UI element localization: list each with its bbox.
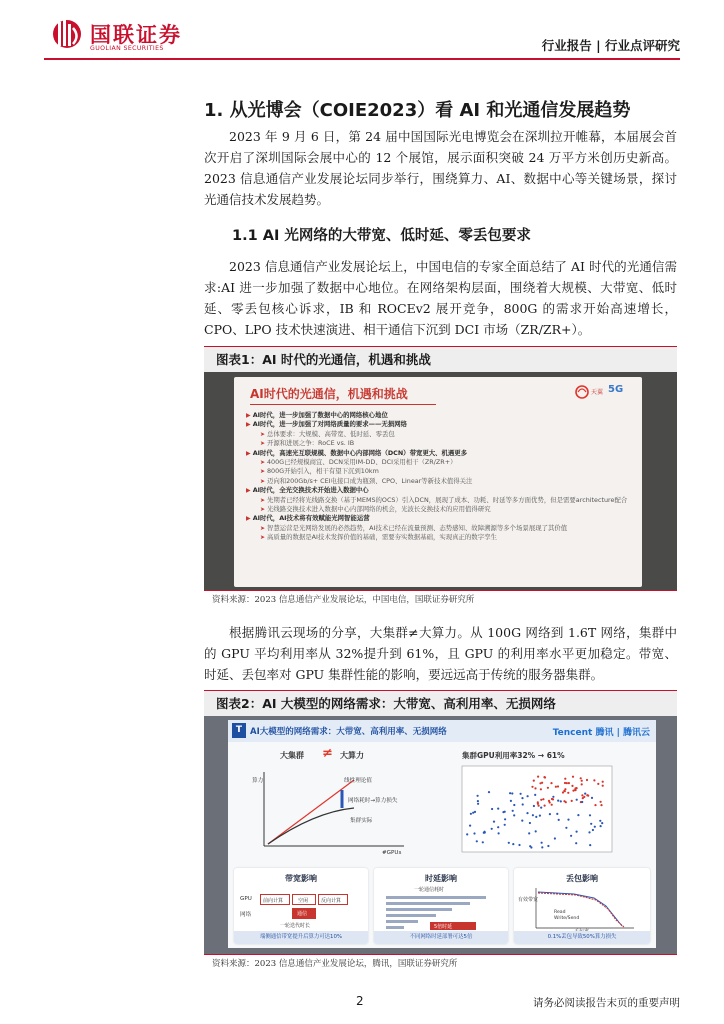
slide1-sub-bullet [246,430,636,439]
scatter-point-high [543,776,545,778]
chart-x-label: #GPUs [382,850,402,856]
slide1-sub-bullet [246,458,636,467]
scatter-point-high [594,804,596,806]
arrow-bullet-icon: ➤ [260,477,267,485]
scatter-point-high [550,782,552,784]
scatter-point-high [547,787,549,789]
latency-row: 5倍时延 [434,924,453,930]
scatter-point-high [544,805,546,807]
scatter-point-low [511,792,513,794]
paragraph-telecom: 2023 信息通信产业发展论坛上，中国电信的专家全面总结了 AI 时代的光通信需求:AI 进一步加强了数据中心地位。在网络架构层面，围绕着大规模、大带宽、低时延、零丢包核心诉求，IB 和 ROCEv2 展开竞争，800G 的需求开始高速增长，CPO、LPO 技术快速演进、相干通信下沉到 DCI 市场（ZR/ZR+）。 [204,259,677,337]
scatter-point-low [512,843,514,845]
guolian-logo [44,14,204,54]
linear-label: 线性理论值 [344,778,372,784]
scatter-point-low [533,805,535,807]
scatter-point-high [581,794,583,796]
figure1-image [204,372,677,590]
loss-y-label: 有效带宽 [518,897,539,903]
slide1-bullet-text: AI时代，AI技术将有效赋能光网智能运营 [252,514,370,523]
scatter-point-low [510,800,512,802]
scatter-point-high [572,790,574,792]
scatter-point-low [491,828,493,830]
latency-footer: 不同网络时延部署可达5倍 [374,931,508,944]
bandwidth-footer: 端侧通信带宽提升后算力可达10% [234,931,368,944]
guolian-logo-icon [52,16,82,50]
compute-cell [260,894,290,905]
slide1-bullet-text: 总体要求：大规模、高带宽、低时延、零丢包 [266,429,395,438]
subsection-title: 1.1 AI 光网络的大带宽、低时延、零丢包要求 [232,228,531,244]
scatter-point-high [583,796,585,798]
slide1-sub-bullet [246,439,636,448]
scatter-point-low [535,830,537,832]
slide1-sub-bullet [246,477,636,486]
slide1-bullet-text: 智慧运营是光网络发展的必然趋势，AI技术已经在流量预测、态势感知、故障溯源等多个场景展现了其价值 [266,523,568,532]
scatter-point-low [557,800,559,802]
scatter-point-low [534,794,536,796]
slide1-bullet [246,486,636,495]
arrow-bullet-icon: ➤ [260,524,267,532]
scatter-point-low [601,822,603,824]
slide1-bullet [246,514,636,523]
scatter-point-low [581,801,583,803]
utilization-scatter-chart [442,746,650,864]
actual-label: 集群实际 [350,818,373,824]
paragraph-intro: 2023 年 9 月 6 日，第 24 届中国国际光电博览会在深圳拉开帷幕，本届展会首次开启了深圳国际会展中心的 12 个展馆，展示面积突破 24 万平方米创历史新高。2023 信息通信产业发展论坛同步举行，围绕算力、AI、数据中心等关键场景，探讨光通信技术发展趋势。 [204,129,677,207]
scatter-point-low [528,832,530,834]
scatter-point-high [551,798,553,800]
scatter-point-low [466,833,468,835]
scatter-point-high [580,777,582,779]
slide1-sub-bullet [246,524,636,533]
scatter-point-low [497,808,499,810]
triangle-bullet-icon: ▶ [246,449,253,457]
scatter-point-high [555,786,557,788]
arrow-bullet-icon: ➤ [260,459,267,467]
scatter-point-low [493,821,495,823]
slide1-logo-5g: 5G [608,384,624,395]
scatter-point-low [589,844,591,846]
scatter-point-low [504,811,506,813]
logo-english-name: GUOLIAN SECURITIES [90,45,164,52]
figure1-slide [234,377,642,587]
arrow-bullet-icon: ➤ [260,496,267,504]
cluster-vs-compute-panel [234,746,436,864]
scatter-point-high [581,783,583,785]
slide1-bullet-text: AI时代，全光交换技术开始进入数据中心 [252,486,369,495]
scatter-point-low [512,810,514,812]
scatter-point-low [552,796,554,798]
bandwidth-panel [234,868,368,944]
report-category: 行业报告 | 行业点评研究 [541,38,680,53]
china-telecom-logo [574,381,628,403]
scatter-point-low [539,815,541,817]
arrow-bullet-icon: ➤ [260,430,267,438]
footer-disclaimer: 请务必阅读报告末页的重要声明 [533,997,680,1009]
compute-cell-text: 前向计算 [263,898,284,904]
scatter-point-low [488,791,490,793]
scatter-point-low [591,797,593,799]
scatter-point-low [513,804,515,806]
scatter-point-high [597,783,599,785]
scatter-point-low [521,797,523,799]
scatter-point-low [508,842,510,844]
slide1-bullet-text: 先期者已经将光线路交换（基于MEMS的OCS）引入DCN，展现了成本、功耗、时延等多方面优势，但是需要architecture配合 [266,495,628,504]
scatter-point-high [567,792,569,794]
tencent-brand: Tencent 腾讯 | 腾讯云 [552,728,650,738]
scatter-point-low [576,831,578,833]
scatter-point-high [593,779,595,781]
scatter-point-high [600,804,602,806]
slide1-bullet-text: AI时代，进一步加强了数据中心的网络核心地位 [252,411,388,419]
packet-loss-footer: 0.1%丢包导致50%算力损失 [514,931,650,944]
arrow-bullet-icon: ➤ [260,534,267,542]
tencent-t-icon: T [232,723,246,738]
scatter-point-low [522,803,524,805]
scatter-point-low [589,814,591,816]
actual-cluster-curve [268,808,354,844]
scatter-point-high [537,776,539,778]
scatter-point-low [541,842,543,844]
triangle-bullet-icon: ▶ [246,487,253,495]
triangle-bullet-icon: ▶ [246,515,253,523]
scatter-point-low [540,807,542,809]
scatter-point-high [600,801,602,803]
slide1-title: AI时代的光通信，机遇和挑战 [250,387,408,401]
scatter-point-high [541,782,543,784]
scatter-point-low [600,825,602,827]
triangle-bullet-icon: ▶ [246,412,253,419]
backward-cell [318,894,348,905]
scatter-point-low [558,819,560,821]
scatter-point-high [538,805,540,807]
figure2-slide [228,720,656,948]
slide1-sub-bullet [246,467,636,476]
slide2-title: AI大模型的网络需求：大带宽、高利用率、无损网络 [250,727,447,737]
scatter-point-low [498,832,500,834]
scatter-point-low [549,813,551,815]
scatter-point-low [491,808,493,810]
scatter-point-high [571,800,573,802]
backward-cell-text: 反向计算 [321,898,342,904]
scatter-point-high [574,789,576,791]
scatter-point-low [560,800,562,802]
scatter-point-low [567,819,569,821]
paragraph-tencent: 根据腾讯云现场的分享，大集群≠大算力。从 100G 网络到 1.6T 网络，集群中的 GPU 平均利用率从 32%提升到 61%，且 GPU 的利用率水平更加稳定。带宽、时延、丢包率对 GPU 集群性能的影响，要远远高于传统的服务器集群。 [204,625,677,682]
not-equal-sign: ≠ [322,746,333,761]
scatter-point-low [584,793,586,795]
packet-loss-title: 丢包影响 [566,874,598,883]
scatter-point-low [570,835,572,837]
scatter-point-high [537,803,539,805]
gpu-row-label: GPU [240,896,252,902]
slide1-bullet-text: 400G已经规模商宜、DCN采用IM-DD、DCI采用相干（ZR/ZR+） [266,458,457,467]
scatter-point-low [482,841,484,843]
slide1-bullet-text: 迈向和200Gb/s+ CEI电接口成为瓶颈、CPO、Linear等新技术值得关注 [266,476,473,485]
slide1-bullet-text: AI时代，进一步加强了对网络质量的要求——无损网络 [252,420,408,429]
slide1-bullet-text: 开源和进展之争：RoCE vs. IB [266,439,355,448]
header-rule [44,58,680,60]
scatter-point-high [557,785,559,787]
big-compute-label: 大算力 [340,751,364,760]
scatter-point-low [469,825,471,827]
scatter-point-low [565,827,567,829]
scatter-point-low [575,842,577,844]
scatter-point-low [520,793,522,795]
scatter-point-low [588,831,590,833]
scatter-point-high [551,804,553,806]
scatter-point-low [590,823,592,825]
scatter-point-low [577,814,579,816]
figure2-image [204,716,677,954]
scatter-point-low [529,822,531,824]
scatter-point-low [470,813,472,815]
slide1-bullet [246,420,636,429]
page-number: 2 [356,994,364,1008]
comm-cell-text: 通信 [297,911,308,917]
scatter-point-high [540,788,542,790]
scatter-point-low [594,826,596,828]
figure2-title: 图表2：AI 大模型的网络需求：大带宽、高利用率、无损网络 [204,690,677,716]
page-header [0,0,724,66]
slide1-bullet-list [246,411,636,543]
scatter-point-low [504,824,506,826]
scatter-point-low [521,820,523,822]
scatter-point-low [556,813,558,815]
slide1-sub-bullet [246,496,636,505]
slide1-title-rule [250,404,436,405]
scatter-point-low [592,829,594,831]
scatter-point-low [513,814,515,816]
utilization-title: 集群GPU利用率32% → 61% [462,751,565,760]
scatter-point-low [483,831,485,833]
slide1-bullet-text: 光线路交换技术进入数据中心内部网络的机会，光波长交换技术的应用值得研究 [266,505,491,514]
cycle-label: 一轮迭代时长 [280,923,311,929]
slide1-bullet [246,449,636,458]
scatter-point-low [530,846,532,848]
loss-label: 网络耗时→算力损失 [348,798,398,804]
big-cluster-label: 大集群 [280,751,304,760]
arrow-bullet-icon: ➤ [260,506,267,514]
scatter-point-high [531,786,533,788]
arrow-bullet-icon: ➤ [260,440,267,448]
scatter-point-high [586,779,588,781]
figure2-bottom-rule [204,954,677,955]
scatter-point-high [602,781,604,783]
comm-cell [292,908,316,919]
legend-read: Read [554,910,566,915]
figure1-bottom-rule [204,590,677,591]
scatter-point-low [477,800,479,802]
scatter-point-low [477,803,479,805]
latency-head: 一轮通信耗时 [414,887,445,893]
scatter-point-high [540,799,542,801]
slide1-bullet-text: AI时代，高速光互联规模、数据中心内部网络（DCN）带宽更大、机遇更多 [252,448,468,457]
scatter-point-low [504,818,506,820]
chart-y-label: 算力 [252,778,264,784]
slide1-bullet [246,411,636,420]
latency-panel [374,868,508,944]
idle-cell [292,894,316,905]
scatter-point-high [564,788,566,790]
figure1-source: 资料来源：2023 信息通信产业发展论坛，中国电信，国联证券研究所 [212,595,475,605]
arrow-bullet-icon: ➤ [260,468,267,476]
slide1-sub-bullet [246,505,636,514]
scatter-point-high [548,800,550,802]
scatter-point-low [547,845,549,847]
linear-theoretical-line [268,780,354,844]
gpu-utilization-panel [442,746,650,864]
scatter-point-low [472,812,474,814]
scatter-point-high [568,782,570,784]
slide1-logo-text: 天翼 [591,389,604,396]
scatter-point-low [535,816,537,818]
scatter-point-high [533,780,535,782]
scatter-point-high [581,780,583,782]
slide1-bullet-text: 高质量的数据是AI技术发挥价值的基础，需要夯实数据基础，实现真正的数字孪生 [266,533,497,542]
scatter-point-high [534,787,536,789]
logo-chinese-name: 国联证券 [90,23,182,47]
scatter-point-low [526,812,528,814]
figure2-source: 资料来源：2023 信息通信产业发展论坛，腾讯，国联证券研究所 [212,959,458,969]
scatter-point-low [576,799,578,801]
scatter-point-high [572,776,574,778]
latency-title: 时延影响 [425,874,457,883]
scatter-point-low [541,846,543,848]
scatter-point-low [527,795,529,797]
scatter-point-low [473,832,475,834]
net-row-label: 网络 [240,912,252,918]
scatter-point-low [477,795,479,797]
scatter-point-high [602,785,604,787]
packet-loss-panel [514,868,650,944]
cluster-compute-chart [234,746,436,864]
scatter-point-low [518,844,520,846]
section-title: 1. 从光博会（COIE2023）看 AI 和光通信发展趋势 [204,100,631,121]
scatter-point-high [571,785,573,787]
scatter-point-low [476,840,478,842]
scatter-point-low [532,814,534,816]
scatter-point-low [497,826,499,828]
scatter-point-high [542,798,544,800]
scatter-point-high [566,782,568,784]
slide1-sub-bullet [246,533,636,542]
figure1-title: 图表1：AI 时代的光通信，机遇和挑战 [204,346,677,372]
idle-cell-text: 空闲 [298,898,309,904]
scatter-point-low [509,792,511,794]
scatter-point-high [565,801,567,803]
scatter-point-low [554,837,556,839]
scatter-point-high [564,778,566,780]
bandwidth-title: 带宽影响 [285,874,317,883]
legend-write: Write/Send [554,916,580,921]
scatter-point-low [599,820,601,822]
scatter-point-high [586,794,588,796]
slide1-bullet-text: 800G开始引入，相干有望下沉到10km [266,467,379,476]
triangle-bullet-icon: ▶ [246,421,253,429]
